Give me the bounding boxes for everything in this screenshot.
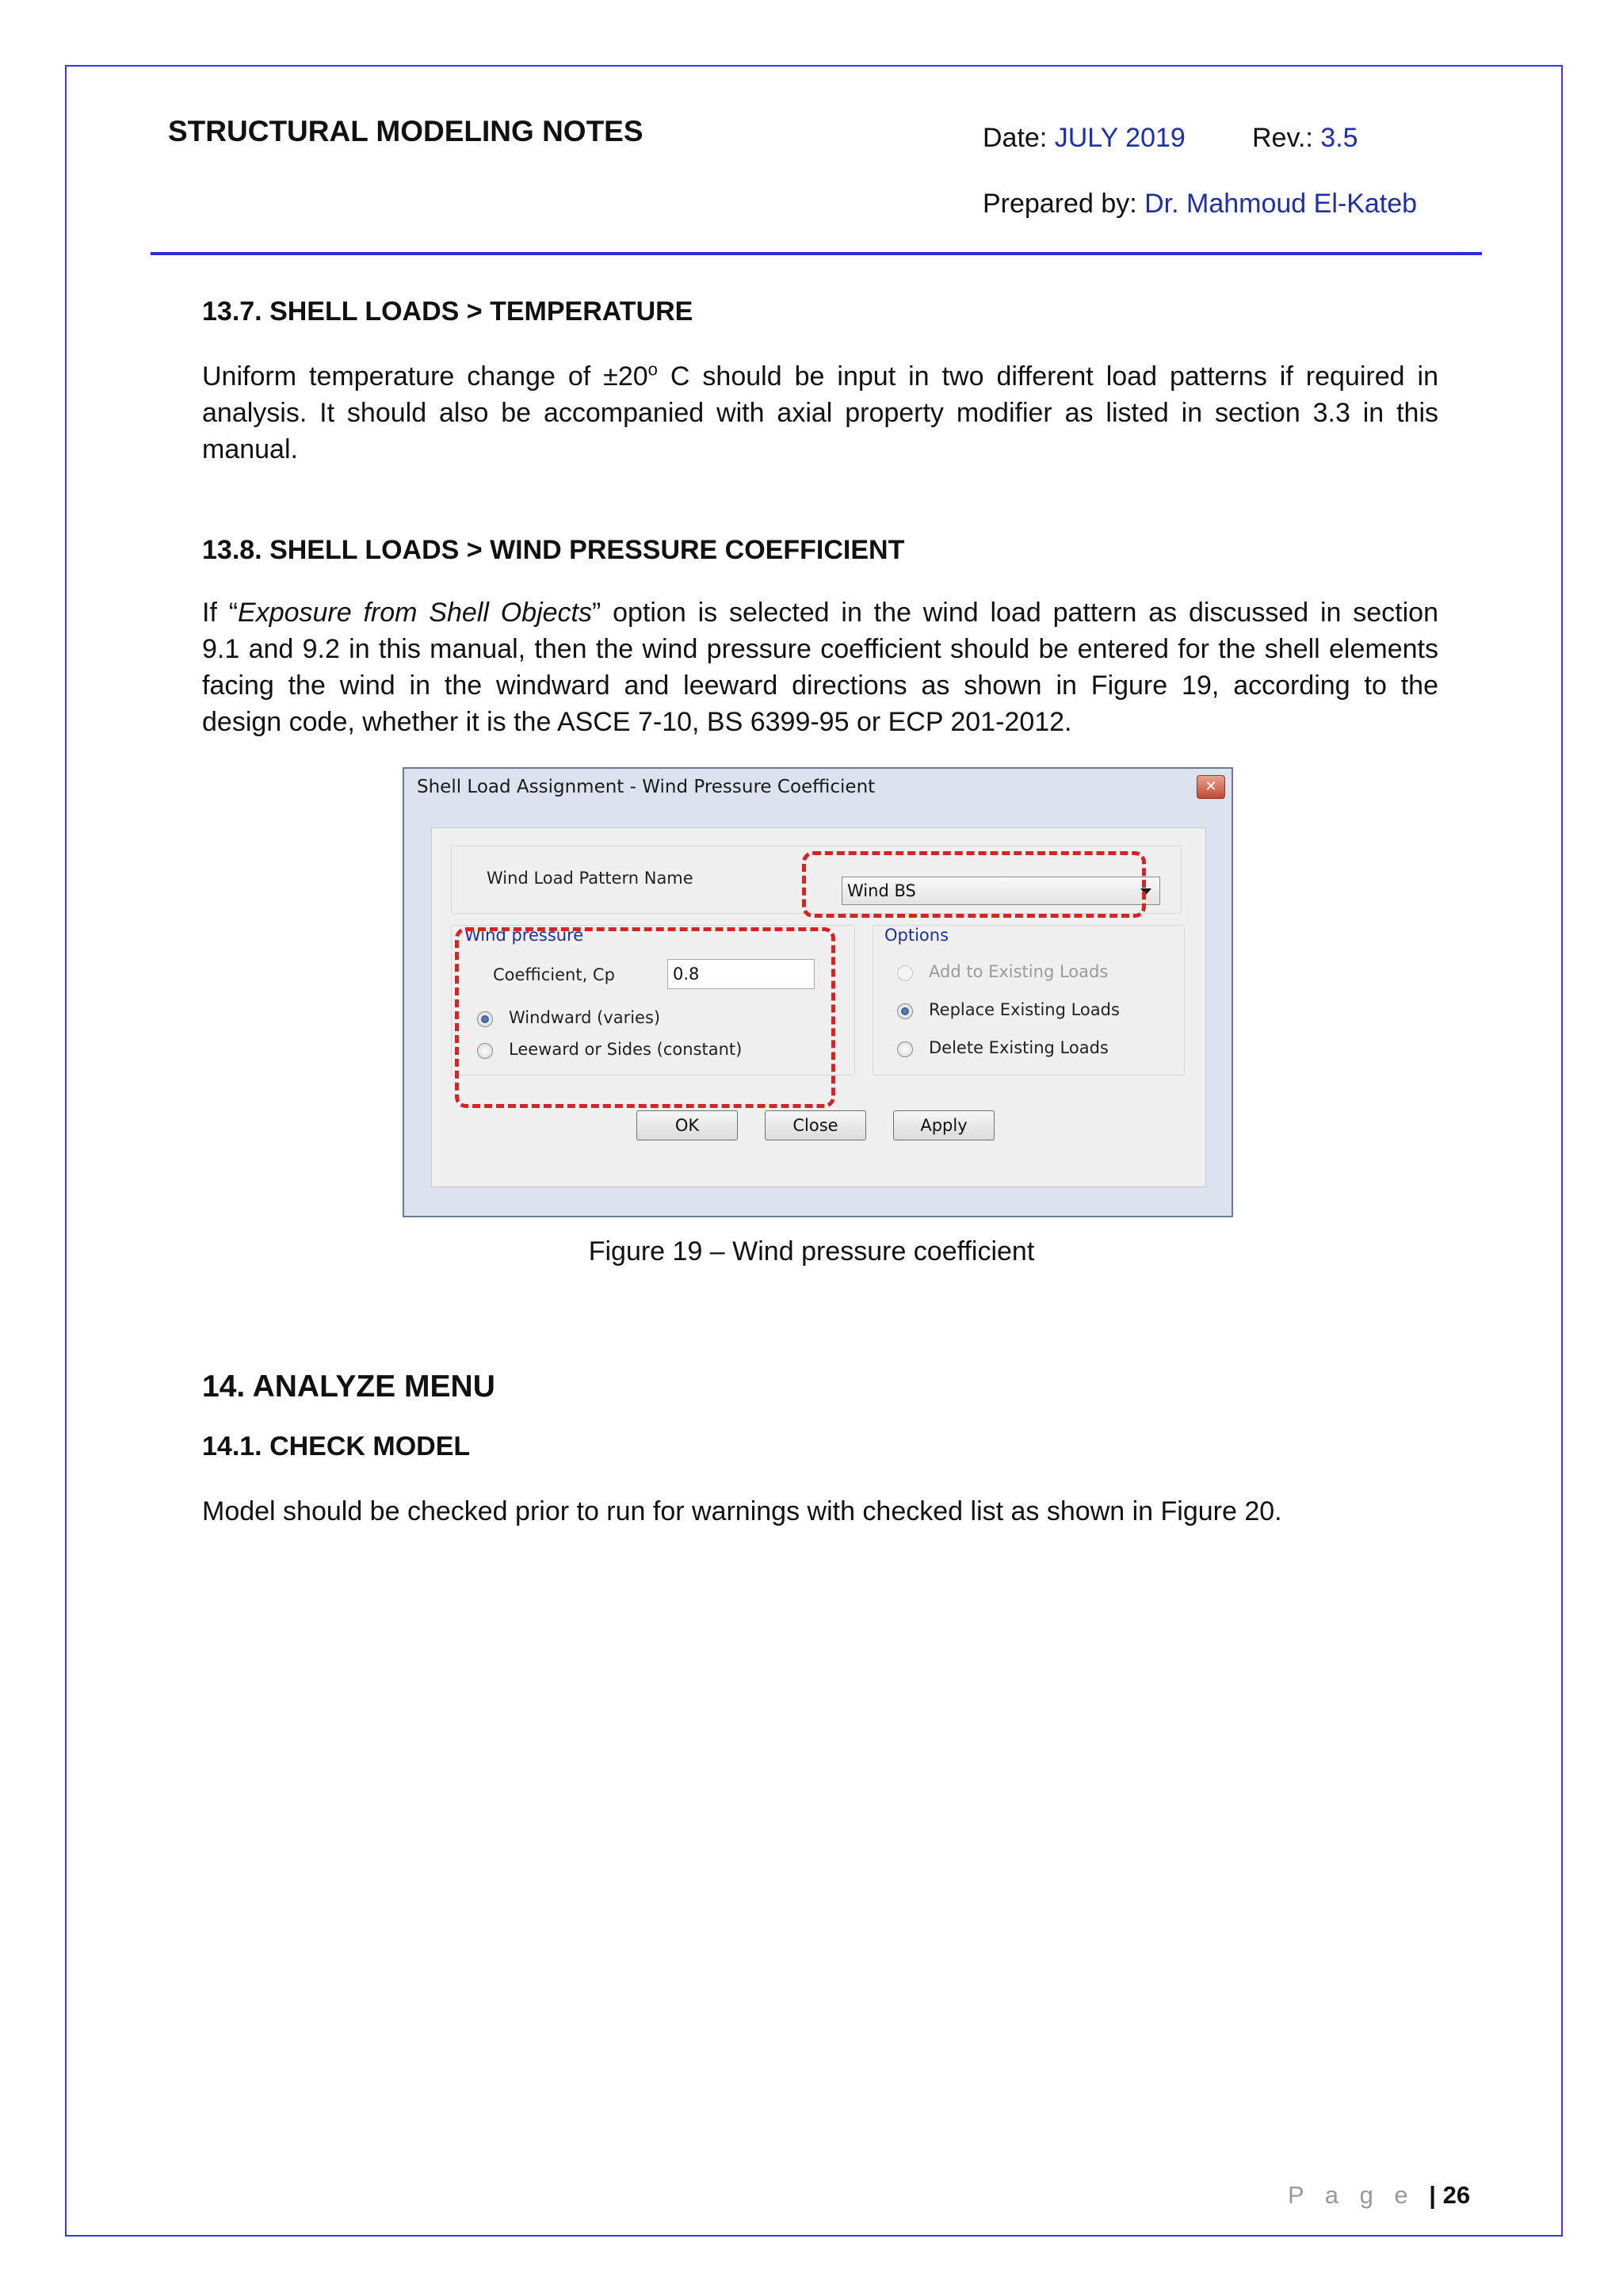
- delete-loads-radio[interactable]: [897, 1041, 913, 1057]
- rev-label: Rev.:: [1252, 123, 1321, 153]
- rev-line: [1252, 123, 1358, 154]
- date-line: [983, 123, 1186, 154]
- document-title: STRUCTURAL MODELING NOTES: [168, 115, 643, 147]
- page-number-value: 26: [1442, 2181, 1471, 2209]
- header-divider: [151, 252, 1482, 255]
- wind-pressure-dialog: [403, 767, 1233, 1217]
- highlight-pattern-select: [802, 851, 1146, 918]
- replace-loads-label: Replace Existing Loads: [929, 1000, 1120, 1019]
- date-value: JULY 2019: [1054, 123, 1186, 153]
- text-run: ” option is selected in the wind load pattern as discussed in section: [591, 598, 1438, 628]
- text-run: Uniform temperature change of ±20: [202, 361, 648, 392]
- section-14-1-heading: 14.1. CHECK MODEL: [202, 1431, 471, 1461]
- section-14-1-paragraph: Model should be checked prior to run for warnings with checked list as shown in Figure 20.: [202, 1496, 1282, 1526]
- section-13-7-heading: 13.7. SHELL LOADS > TEMPERATURE: [202, 296, 693, 327]
- text-line: manual.: [202, 434, 298, 464]
- section-13-8-heading: 13.8. SHELL LOADS > WIND PRESSURE COEFFICIENT: [202, 535, 905, 565]
- text-line: facing the wind in the windward and leeward directions as shown in Figure 19, according to the: [202, 670, 1438, 701]
- pattern-label: Wind Load Pattern Name: [487, 869, 693, 888]
- prepared-value: Dr. Mahmoud El-Kateb: [1144, 189, 1418, 219]
- windward-label: Windward (varies): [509, 1008, 661, 1027]
- section-14-heading: 14. ANALYZE MENU: [202, 1370, 495, 1404]
- add-loads-label: Add to Existing Loads: [929, 962, 1109, 981]
- ok-button[interactable]: OK: [636, 1110, 738, 1140]
- replace-loads-radio[interactable]: [897, 1003, 913, 1019]
- coefficient-value: 0.8: [673, 965, 700, 984]
- page-number: [1288, 2181, 1470, 2210]
- section-13-8-paragraph: [202, 594, 1438, 740]
- apply-button[interactable]: Apply: [893, 1110, 995, 1140]
- prepared-line: [983, 189, 1417, 220]
- wind-pressure-group-label: Wind pressure: [464, 926, 584, 945]
- page-label: P a g e: [1288, 2181, 1430, 2209]
- text-line: 9.1 and 9.2 in this manual, then the wind pressure coefficient should be entered for the shell elements: [202, 634, 1438, 664]
- page-separator: |: [1429, 2181, 1443, 2209]
- dialog-title: Shell Load Assignment - Wind Pressure Coefficient: [417, 777, 876, 797]
- close-icon[interactable]: ✕: [1197, 775, 1225, 799]
- text-line: design code, whether it is the ASCE 7-10, BS 6399-95 or ECP 201-2012.: [202, 707, 1072, 737]
- text-run: C should be input in two different load patterns if required in: [657, 361, 1438, 392]
- rev-value: 3.5: [1320, 123, 1358, 153]
- degree-superscript: o: [647, 359, 658, 380]
- leeward-label: Leeward or Sides (constant): [509, 1040, 743, 1059]
- text-run: If “: [202, 598, 239, 628]
- add-loads-radio[interactable]: [897, 965, 913, 981]
- highlight-wind-pressure: [455, 927, 835, 1108]
- close-button[interactable]: Close: [765, 1110, 866, 1140]
- date-label: Date:: [983, 123, 1055, 153]
- figure-caption: Figure 19 – Wind pressure coefficient: [588, 1236, 1035, 1266]
- pattern-select-value: Wind BS: [847, 881, 916, 900]
- options-group: [873, 925, 1185, 1075]
- text-line: analysis. It should also be accompanied with axial property modifier as listed in section 3.3 in this: [202, 398, 1438, 428]
- delete-loads-label: Delete Existing Loads: [929, 1038, 1109, 1057]
- italic-option-name: Exposure from Shell Objects: [238, 598, 592, 628]
- coefficient-label: Coefficient, Cp: [493, 965, 615, 984]
- section-13-7-paragraph: [202, 358, 1438, 468]
- options-group-label: Options: [884, 926, 949, 945]
- prepared-label: Prepared by:: [983, 189, 1145, 219]
